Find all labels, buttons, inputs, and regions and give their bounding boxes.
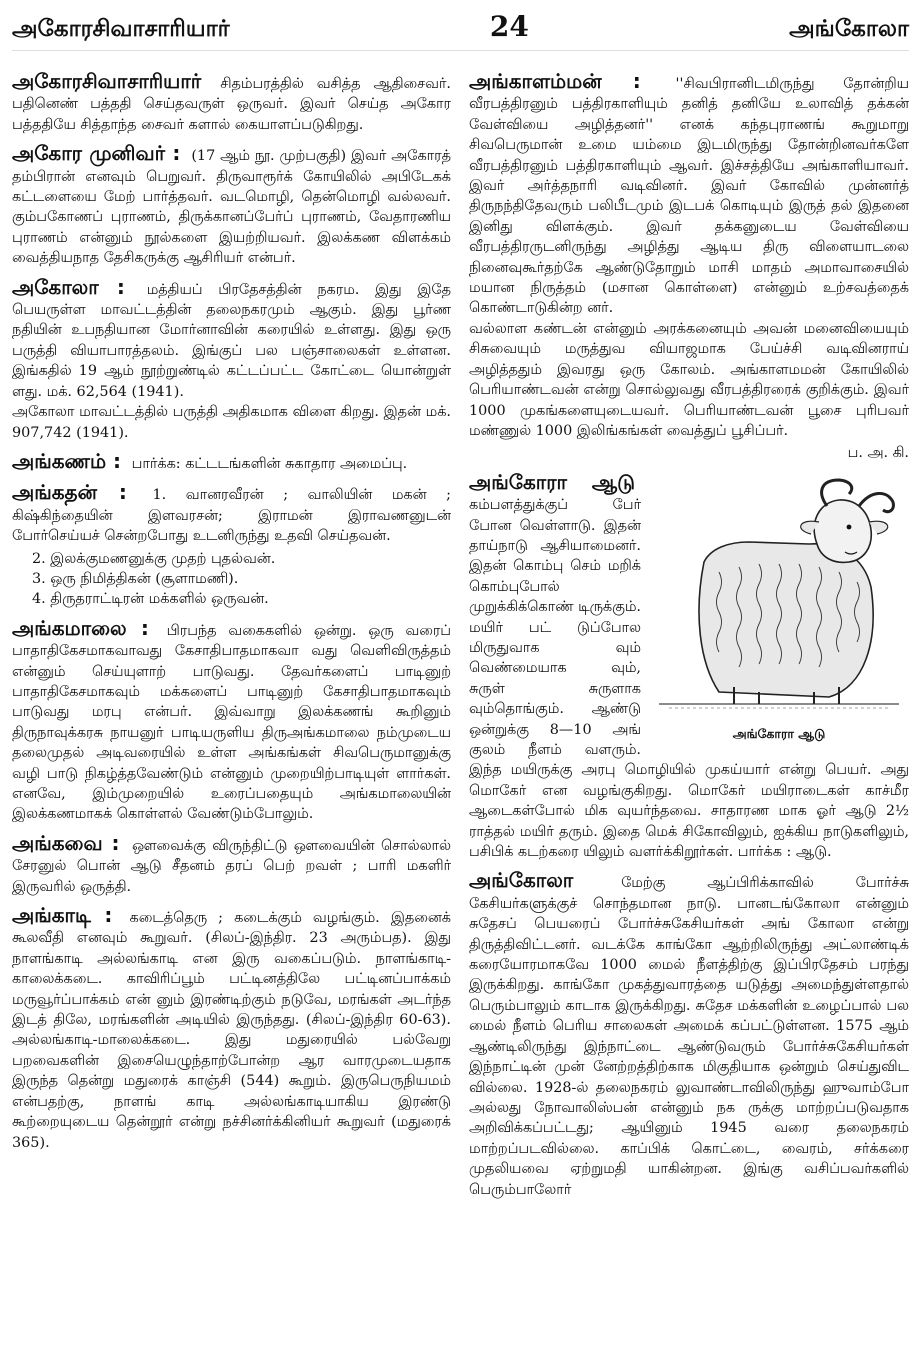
entry-headword: அங்கோலா bbox=[469, 868, 574, 893]
angora-goat-figure bbox=[649, 472, 909, 744]
angora-goat-illustration bbox=[649, 472, 909, 722]
page-header bbox=[12, 10, 909, 51]
entry-headword: அங்கணம் : bbox=[12, 448, 122, 473]
entry-headword: அங்காளம்மன் : bbox=[469, 69, 641, 93]
entry-headword: அகோலா : bbox=[12, 274, 125, 299]
header-left-guide-word: அகோரசிவாசாரியார் bbox=[12, 16, 230, 42]
left-column bbox=[12, 71, 451, 1208]
entry-text: ஔவைக்கு விருந்திட்டு ஔவையின் சொல்லால் சேரனுல் பொன் ஆடு சீதனம் தரப் பெற் றவள் ; பாரி மகளிர் இருவரில் ஒருத்தி. bbox=[12, 837, 451, 895]
entry-angola bbox=[469, 870, 909, 1200]
entry-headword: அங்கமாலை : bbox=[12, 615, 149, 640]
entry-angora-goat bbox=[469, 469, 909, 863]
entry-angamalai bbox=[12, 615, 452, 825]
entry-angathan bbox=[12, 482, 451, 609]
entry-headword: அங்காடி : bbox=[12, 903, 113, 928]
page-number: 24 bbox=[489, 10, 529, 43]
entry-text: கம்பளத்துக்குப் பேர் போன வெள்ளாடு. இதன் தாய்நாடு ஆசியாமைனர். இதன் கொம்பு செம் மறிக் கொம்புபோல் முறுக்கிக்கொண் டிருக்கும். மயிர் பட் டுப்போல மிருதுவாக வும் வெண்மையாக வும், சுருள் சுருளாக வும்தொங்கும். ஆண்டு ஒன்றுக்கு 8—10 அங் குலம் நீளம் வளரும். இந்த மயிருக்கு அரபு மொழியில் முகய்யார் என்று பெயர். அது மொகேர் என வழங்குகிறது. மொகேர் மயிராடைகள் காச்மீர ஆடைகள்போல் மிக வுயர்ந்தவை. சாதாரண மாக ஓர் ஆடு 2½ ராத்தல் மயிர் தரும். இதை மெக் சிகோவிலும், ஐக்கிய நாடுகளிலும், பசிபிக் கடற்கரை யிலும் வளர்க்கிறூர்கள். பார்க்க : ஆடு. bbox=[469, 497, 909, 861]
entry-text-continued: அகோலா மாவட்டத்தில் பருத்தி அதிகமாக விளை கிறது. இதன் மக். 907,742 (1941). bbox=[12, 404, 451, 441]
entry-text: (17 ஆம் நூ. முற்பகுதி) இவர் அகோரத் தம்பிரான் எனவும் பெறுவர். திருவாரூர்க் கோயிலில் அபிடேகக் கட்டளையை மேற் பார்த்தவர். வடமொழி, தென்மொழி வல்லவர். கும்பகோணப் புராணம், திருக்கானப்பேர்ப் புராணம், வேதாரணிய புராணம் என்னும் நூல்களை இயற்றியவர். இலக்கண விளக்கம் வைத்தியநாத தேசிகருக்கு ஆசிரியர் என்பர். bbox=[12, 148, 451, 267]
entry-sense-list bbox=[12, 549, 451, 610]
entry-text: மேற்கு ஆப்பிரிக்காவில் போர்ச்சு கேசியர்களுக்குச் சொந்தமான நாடு. பானடங்கோலா என்னும் சுதேசப் பெயரைப் போர்ச்சுகேசியர்கள் அங் கோலா என்று திருத்திவிட்டனர். வடக்கே காங்கோ ஆற்றிலிருந்து அட்லாண்டிக் கரையோரமாகவே 1000 மைல் நீளத்திற்கு இப்பிரதேசம் பரந்து இருக்கிறது. காங்கோ முகத்துவாரத்தை யடுத்து அமைந்துள்ளதால் பெரும்பாலும் காடாக இருக்கிறது. சுதேச மக்களின் உழைப்பால் பல மைல் நீளம் பெரிய சாலைகள் அமைக் கப்பட்டுள்ளன. 1575 ஆம் ஆண்டிலிருந்து இந்நாட்டை ஆண்டுவரும் போர்ச்சுகேசியர்கள் இந்நாட்டின் முன் னேற்றத்திற்காக மிகுதியாக ஒன்றும் செய்துவிட வில்லை. 1928-ல் தலைநகரம் லுவாண்டாவிலிருந்து ஹுவாம்போ அல்லது நோவாலிஸ்பன் என்னும் நக ருக்கு மாற்றப்படுவதாக அறிவிக்கப்பட்டது; ஆயினும் 1945 வரை தலைநகரம் மாற்றப்படவில்லை. காப்பிக் கொட்டை, வைரம், சர்க்கரை முதலியவை ஏற்றுமதி யாகின்றன. இங்கு வசிப்பவர்களில் பெரும்பாலோர் bbox=[469, 875, 910, 1198]
list-item: 4. திருதராட்டிரன் மக்களில் ஒருவன். bbox=[32, 591, 269, 608]
entry-angavai bbox=[12, 830, 451, 897]
entry-headword: அகோர முனிவர் : bbox=[12, 141, 181, 166]
entry-text: கடைத்தெரு ; கடைக்கும் வழங்கும். இதனைக் கூலவீதி எனவும் கூறுவர். (சிலப்-இந்திர. 23 அரும்பத). இது நாளங்காடி அல்லங்காடி என இரு வகைப்படும். நாளங்காடி-காலைக்கடை. காவிரிப்பூம் பட்டினத்திலே பட்டினப்பாக்கம் மருவூர்ப்பாக்கம் என் னும் இரண்டிற்கும் நடுவே, மரங்கள் அடர்ந்த இடத் திலே, மரங்களின் அடியில் இருந்தது. (சிலப்-இந்திர 60-63). அல்லங்காடி-மாலைக்கடை. இது மதுரையில் பல்வேறு பறவைகளின் இசையெழுந்தாற்போன்ற ஆர வாரமுடையதாக இருந்த தென்று மதுரைக் காஞ்சி (544) கூறும். இருபெருநியமம் என்பதற்கு, நாளங் காடி அல்லங்காடியாகிய இரண்டு கூற்றையுடைய தென்றூர் என்று நச்சினர்க்கினியர் கூறுவர் (மதுரைக் 365). bbox=[12, 910, 451, 1151]
columns bbox=[12, 71, 909, 1208]
entry-text: பிரபந்த வகைகளில் ஒன்று. ஒரு வரைப் பாதாதிகேசமாகவாவது கேசாதிபாதமாகவா வது வெளிவிருத்தம் என்னும் செய்யுளாற் பாடுவது. தேவர்களைப் பாடினுற் பாதாதிகேசமாகவும் மக்களைப் பாடினுற் கேசாதிபாதமாகவும் பாடுவது மரபு என்பர். இவ்வாறு இலக்கணங் கூறினும் திருநாவுக்கரசு நாயனுர் பாடியருளிய திருஅங்கமாலை நம்முடைய தலைமுதல் அடிவரையில் உள்ள அங்கங்கள் சிவபெருமானுக்கு வழி பாடு நிகழ்த்தவேண்டும் என்னும் முறையிற்பாடியுள் ளார்கள். எனவே, இம்முறையில் உரைப்பதையும் அங்கமாலையின் இலக்கணமாகக் கொள்ளல் வேண்டும்போலும். bbox=[12, 622, 452, 823]
author-initials: ப. அ. கி. bbox=[847, 445, 909, 462]
entry-angalamman bbox=[469, 71, 909, 464]
entry-headword: அங்கோரா ஆடு bbox=[469, 469, 635, 494]
entry-akola bbox=[12, 274, 451, 443]
entry-headword: அங்கதன் : bbox=[12, 480, 127, 505]
entry-text: ''சிவபிரானிடமிருந்து தோன்றிய வீரபத்திரனும் பத்திரகாளியும் தனித் தனியே உலாவித் தக்கன் வேள்வியை அழித்தனர்'' எனக் கந்தபுராணங் கூறுமாறு சிவபெருமான் உமை யம்மை இடமிருந்து தோன்றினவர்களே வீரபத்திரனும் பத்திரகாளியும் ஆவர். இச்சத்தியே அங்காளியாவர். இவர் அர்த்தநாரி வடிவினர். இவர் கோவில் முன்னர்த் திருநந்திதேவரும் பலிபீடமும் இடபக் கொடியும் இருத் தல் இதனை இனிது விளக்கும். இவர் தக்கனுடைய வேள்வியை வீரபத்திரருடனிருந்து அழித்து ஆடிய திரு விளையாடலை நினைவுகூர்தற்கே ஆண்டுதோறும் மாசி மாதம் அமாவாசையில் மயான நிருத்தம் (மசான கொள்ளை) என்னும் உற்சவத்தைக் கொண்டாடுகின்ற னர். bbox=[469, 76, 909, 317]
entry-text: மத்தியப் பிரதேசத்தின் நகரம. இது இதே பெயருள்ள மாவட்டத்தின் தலைநகரமும் ஆகும். இது பூர்ண நதியின் உபநதியான மோர்னாவின் கரையில் உள்ளது. இது ஒரு பருத்தி வியாபாரத்தலம். இங்குப் பல பஞ்சாலைகள் உள்ளன. இங்கதில் 19 ஆம் நூற்றுண்டில் கட்டப்பட்ட கோட்டை யொன்றுள் ளது. மக். 62,564 (1941). bbox=[12, 281, 451, 400]
entry-agorasivachariyar bbox=[12, 71, 451, 135]
right-column bbox=[469, 71, 909, 1208]
entry-angadi bbox=[12, 905, 451, 1153]
header-right-guide-word: அங்கோலா bbox=[789, 16, 909, 42]
list-item: 2. இலக்குமணனுக்கு முதற் புதல்வன். bbox=[32, 550, 276, 567]
entry-text: பார்க்க: கட்டடங்களின் சுகாதார அமைப்பு. bbox=[131, 455, 408, 472]
entry-agora-munivar bbox=[12, 143, 451, 268]
entry-text-continued: வல்லாள கண்டன் என்னும் அரக்கனையும் அவன் மனைவியையும் சிசுவையும் மருத்துவ வியாஜமாக பேய்ச்சி வடிவினராய் அழித்ததும் இவரது ஒரு கோலம். அங்காளமமன் கோயிலில் பெரியாண்டவன் என்று சொல்லுவது வீரபத்திரரைக் குறிக்கும். இவர் 1000 முகங்களையுடையவர். பெரியாண்டவன் பூசை புரிபவர் மண்ணுல் 1000 இலிங்கங்கள் வைத்துப் பூசிப்பர். bbox=[469, 320, 909, 439]
figure-caption: அங்கோரா ஆடு bbox=[732, 725, 826, 741]
entry-text: சிதம்பரத்தில் வசித்த ஆதிசைவர். பதினெண் பத்ததி செய்தவருள் ஒருவர். இவர் செய்த அகோர பத்ததியே சித்தாந்த சைவர் களால் கையாளப்படுகிறது. bbox=[12, 76, 452, 133]
list-item: 3. ஒரு நிமித்திகன் (சூளாமணி). bbox=[32, 570, 239, 587]
entry-anganam bbox=[12, 448, 451, 474]
entry-headword: அகோரசிவாசாரியார் bbox=[12, 69, 202, 93]
entry-text: 1. வானரவீரன் ; வாலியின் மகன் ; கிஷ்கிந்தையின் இளவரசன்; இராமன் இராவணனுடன் போர்செய்யச் சென்றபோது உடனிருந்து உதவி செய்தவன். bbox=[12, 487, 452, 545]
entry-headword: அங்கவை : bbox=[12, 830, 120, 855]
